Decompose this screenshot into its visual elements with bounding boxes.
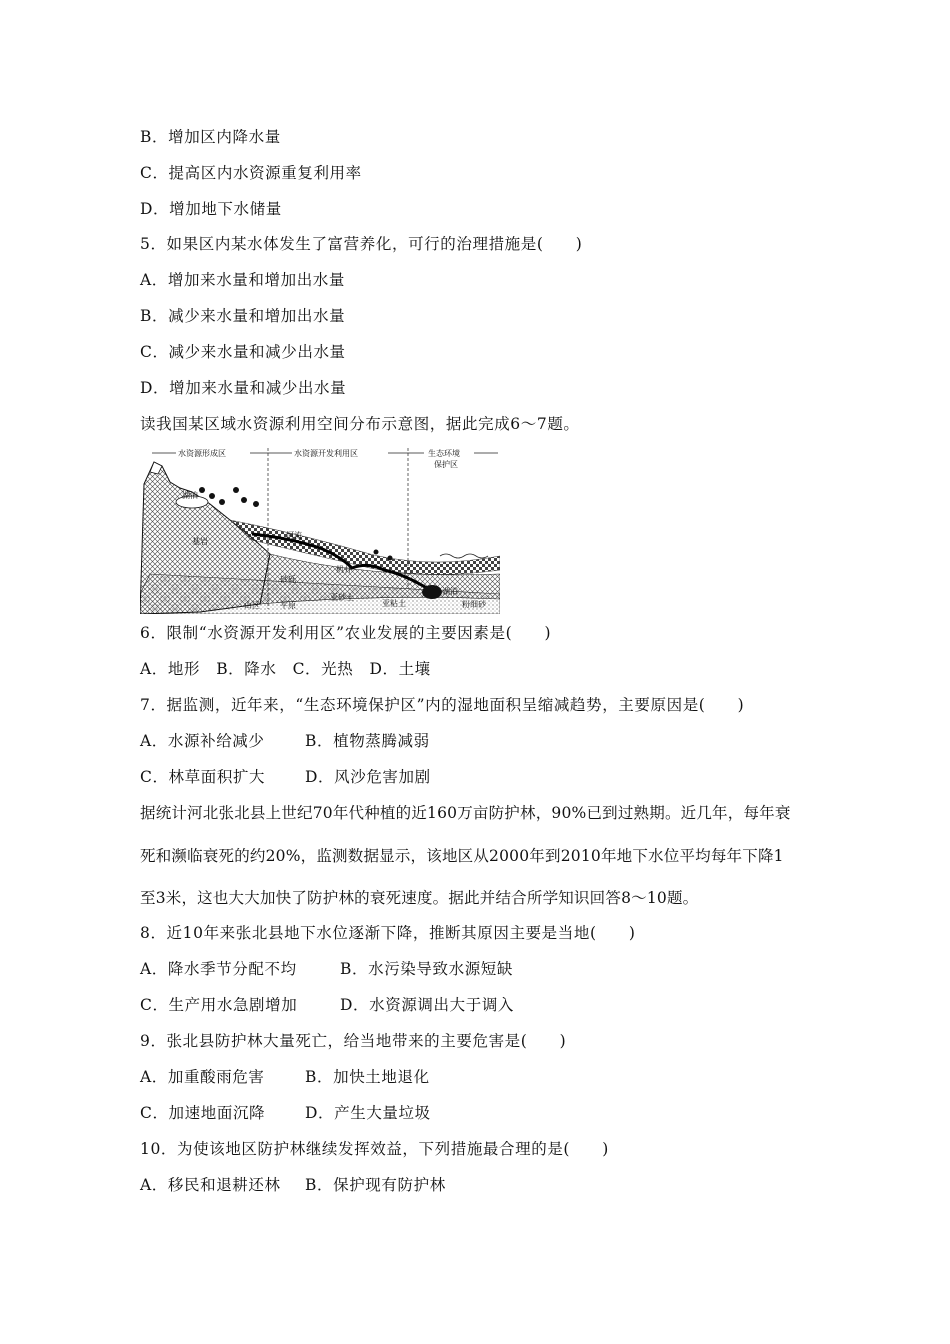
q4-option-c: C．提高区内水资源重复利用率 [140,164,362,182]
q7-option-d: D．风沙危害加剧 [305,768,431,786]
q7-option-a: A．水源补给减少 [140,732,265,750]
intro-8-10-line-1: 据统计河北张北县上世纪70年代种植的近160万亩防护林，90%已到过熟期。近几年，每年衰 [140,804,791,822]
clay-label: 亚粘土 [382,599,406,608]
question-10: 10．为使该地区防护林继续发挥效益，下列措施最合理的是( ) [140,1140,609,1158]
q9-options-row1 [140,1066,430,1088]
q5-option-c: C．减少来水量和减少出水量 [140,343,346,361]
sand-label: 亚砂土 [330,593,354,602]
q8-option-b: B．水污染导致水源短缺 [340,960,513,978]
plain-label: 平原 [280,601,296,610]
intro-8-10-line-2: 死和濒临衰死的约20%，监测数据显示，该地区从2000年到2010年地下水位平均每年下降1 [140,847,784,865]
lake2-label: 湖泊 [442,587,458,596]
lake-label: 湖泊 [182,491,198,500]
q7-options-row1 [140,730,430,752]
q7-option-c: C．林草面积扩大 [140,768,266,786]
intro-questions-6-7: 读我国某区域水资源利用空间分布示意图，据此完成6～7题。 [140,415,580,433]
q8-option-d: D．水资源调出大于调入 [340,996,515,1014]
q8-option-c: C．生产用水急剧增加 [140,996,298,1014]
q8-options-row2 [140,994,514,1016]
river-label: 河流 [286,531,302,540]
zone-use-label: 水资源开发利用区 [294,449,358,458]
zone-formation-label: 水资源形成区 [178,449,226,458]
q5-option-d: D．增加来水量和减少出水量 [140,379,347,397]
q5-option-a: A．增加来水量和增加出水量 [140,271,345,289]
gravel-label: 砂砾 [280,575,296,584]
well-label: 机井 [336,565,352,574]
q4-option-d: D．增加地下水储量 [140,200,282,218]
question-7: 7．据监测，近年来，“生态环境保护区”内的湿地面积呈缩减趋势，主要原因是( ) [140,696,745,714]
fine-sand-label: 粉细砂 [462,600,486,609]
q7-options-row2 [140,766,431,788]
q9-option-b: B．加快土地退化 [305,1068,430,1086]
q9-option-c: C．加速地面沉降 [140,1104,266,1122]
question-9: 9．张北县防护林大量死亡，给当地带来的主要危害是( ) [140,1032,567,1050]
intro-8-10-line-3: 至3米，这也大大加快了防护林的衰死速度。据此并结合所学知识回答8～10题。 [140,889,699,907]
q9-option-a: A．加重酸雨危害 [140,1068,265,1086]
zone-eco-label-2: 保护区 [434,460,458,469]
question-6: 6．限制“水资源开发利用区”农业发展的主要因素是( ) [140,624,552,642]
q7-option-b: B．植物蒸腾减弱 [305,732,430,750]
q5-option-b: B．减少来水量和增加出水量 [140,307,346,325]
water-resource-diagram [140,444,500,614]
q10-options-row1 [140,1174,446,1196]
q4-option-b: B．增加区内降水量 [140,128,281,146]
q6-options: A．地形 B．降水 C．光热 D．土壤 [140,660,431,678]
zone-eco-label-1: 生态环境 [428,449,460,458]
q8-option-a: A．降水季节分配不均 [140,960,297,978]
q9-option-d: D．产生大量垃圾 [305,1104,431,1122]
question-5: 5．如果区内某水体发生了富营养化，可行的治理措施是( ) [140,235,583,253]
question-8: 8．近10年来张北县地下水位逐渐下降，推断其原因主要是当地( ) [140,924,636,942]
q9-options-row2 [140,1102,431,1124]
q8-options-row1 [140,958,513,980]
bedrock-label: 基岩 [192,537,208,546]
q10-option-b: B．保护现有防护林 [305,1176,446,1194]
mountain-label: 山区 [244,601,260,610]
q10-option-a: A．移民和退耕还林 [140,1176,281,1194]
